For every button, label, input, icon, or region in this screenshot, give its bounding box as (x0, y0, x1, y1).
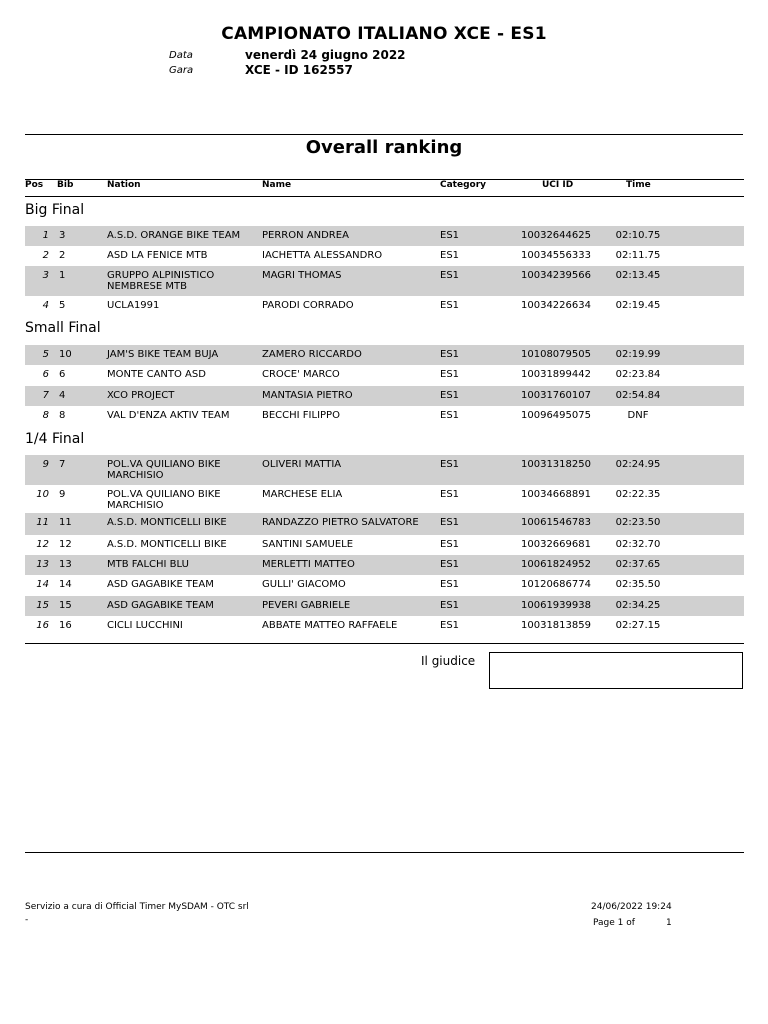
gara-label: Gara (169, 65, 194, 76)
cell-category: ES1 (440, 349, 460, 360)
cell-category: ES1 (440, 459, 460, 470)
cell-pos: 12 (36, 539, 49, 550)
cell-pos: 6 (42, 369, 49, 380)
cell-uci: 10034239566 (521, 270, 591, 281)
cell-nation: UCLA1991 (107, 300, 160, 311)
cell-bib: 1 (59, 270, 66, 281)
cell-name: SANTINI SAMUELE (262, 539, 354, 550)
cell-time: 02:23.50 (615, 517, 661, 528)
cell-uci: 10032669681 (521, 539, 591, 550)
table-row (25, 365, 744, 385)
cell-category: ES1 (440, 390, 460, 401)
cell-pos: 15 (36, 600, 49, 611)
cell-time: 02:37.65 (615, 559, 661, 570)
data-label: Data (169, 50, 193, 61)
cell-uci: 10061546783 (521, 517, 591, 528)
cell-bib: 7 (59, 459, 66, 470)
cell-nation: ASD GAGABIKE TEAM (107, 600, 214, 611)
cell-pos: 8 (42, 410, 49, 421)
table-row (25, 485, 744, 513)
cell-time: 02:23.84 (615, 369, 661, 380)
cell-pos: 10 (36, 489, 49, 500)
footer-rule (25, 852, 744, 853)
cell-pos: 2 (42, 250, 49, 261)
cell-category: ES1 (440, 230, 460, 241)
cell-bib: 2 (59, 250, 66, 261)
cell-bib: 9 (59, 489, 66, 500)
cell-pos: 13 (36, 559, 49, 570)
cell-time: 02:19.45 (615, 300, 661, 311)
table-row (25, 596, 744, 616)
cell-bib: 10 (59, 349, 72, 360)
table-row (25, 555, 744, 575)
footer-datetime: 24/06/2022 19:24 (591, 902, 672, 912)
table-row (25, 513, 744, 535)
cell-bib: 8 (59, 410, 66, 421)
document-title: CAMPIONATO ITALIANO XCE - ES1 (221, 24, 547, 44)
table-end-rule (25, 643, 744, 644)
cell-nation: ASD GAGABIKE TEAM (107, 579, 214, 590)
column-header-name: Name (262, 180, 292, 190)
cell-pos: 5 (42, 349, 49, 360)
cell-pos: 3 (42, 270, 49, 281)
cell-name: MARCHESE ELIA (262, 489, 343, 500)
cell-nation: MTB FALCHI BLU (107, 559, 189, 570)
table-row (25, 406, 744, 426)
section-title: Small Final (25, 320, 101, 336)
table-row (25, 246, 744, 266)
table-row (25, 226, 744, 246)
cell-uci: 10034556333 (521, 250, 591, 261)
cell-name: MANTASIA PIETRO (262, 390, 353, 401)
cell-category: ES1 (440, 369, 460, 380)
cell-nation: ASD LA FENICE MTB (107, 250, 208, 261)
table-row (25, 266, 744, 296)
cell-name: ZAMERO RICCARDO (262, 349, 362, 360)
cell-pos: 16 (36, 620, 49, 631)
cell-nation: POL.VA QUILIANO BIKE MARCHISIO (107, 459, 221, 481)
cell-category: ES1 (440, 270, 460, 281)
cell-name: MERLETTI MATTEO (262, 559, 355, 570)
cell-name: ABBATE MATTEO RAFFAELE (262, 620, 398, 631)
cell-uci: 10031318250 (521, 459, 591, 470)
cell-category: ES1 (440, 539, 460, 550)
cell-category: ES1 (440, 250, 460, 261)
table-row (25, 455, 744, 485)
cell-uci: 10061939938 (521, 600, 591, 611)
cell-category: ES1 (440, 579, 460, 590)
cell-time: 02:27.15 (615, 620, 661, 631)
table-row (25, 575, 744, 596)
cell-time: 02:34.25 (615, 600, 661, 611)
judge-label: Il giudice (421, 654, 476, 668)
cell-nation: XCO PROJECT (107, 390, 175, 401)
cell-time: 02:10.75 (615, 230, 661, 241)
cell-bib: 3 (59, 230, 66, 241)
column-header-nation: Nation (107, 180, 141, 190)
cell-category: ES1 (440, 620, 460, 631)
cell-uci: 10031899442 (521, 369, 591, 380)
cell-time: 02:54.84 (615, 390, 661, 401)
judge-signature-box (489, 652, 743, 689)
cell-pos: 14 (36, 579, 49, 590)
column-header-uci-id: UCI ID (542, 180, 574, 190)
section-title: 1/4 Final (25, 431, 85, 447)
cell-pos: 11 (36, 517, 49, 528)
cell-bib: 15 (59, 600, 72, 611)
cell-pos: 1 (42, 230, 49, 241)
cell-nation: A.S.D. ORANGE BIKE TEAM (107, 230, 241, 241)
cell-time: 02:24.95 (615, 459, 661, 470)
cell-time: 02:11.75 (615, 250, 661, 261)
cell-name: PARODI CORRADO (262, 300, 354, 311)
cell-pos: 9 (42, 459, 49, 470)
cell-bib: 6 (59, 369, 66, 380)
cell-time: 02:22.35 (615, 489, 661, 500)
cell-pos: 7 (42, 390, 49, 401)
gara-value: XCE - ID 162557 (245, 63, 353, 77)
cell-bib: 12 (59, 539, 72, 550)
cell-nation: A.S.D. MONTICELLI BIKE (107, 539, 227, 550)
cell-nation: A.S.D. MONTICELLI BIKE (107, 517, 227, 528)
cell-name: MAGRI THOMAS (262, 270, 342, 281)
cell-uci: 10061824952 (521, 559, 591, 570)
table-row (25, 616, 744, 637)
cell-time: DNF (627, 410, 649, 421)
cell-nation: GRUPPO ALPINISTICO NEMBRESE MTB (107, 270, 215, 292)
cell-name: PEVERI GABRIELE (262, 600, 351, 611)
divider (25, 134, 743, 135)
cell-bib: 14 (59, 579, 72, 590)
data-value: venerdì 24 giugno 2022 (245, 48, 406, 62)
cell-nation: POL.VA QUILIANO BIKE MARCHISIO (107, 489, 221, 511)
column-header-category: Category (440, 180, 487, 190)
cell-time: 02:19.99 (615, 349, 661, 360)
table-row (25, 535, 744, 555)
cell-uci: 10034668891 (521, 489, 591, 500)
cell-category: ES1 (440, 600, 460, 611)
footer-page-total: 1 (666, 918, 672, 928)
cell-nation: CICLI LUCCHINI (107, 620, 183, 631)
column-header-pos: Pos (25, 180, 44, 190)
cell-name: IACHETTA ALESSANDRO (262, 250, 383, 261)
cell-pos: 4 (42, 300, 49, 311)
column-header-time: Time (626, 180, 651, 190)
cell-bib: 16 (59, 620, 72, 631)
cell-bib: 13 (59, 559, 72, 570)
cell-uci: 10108079505 (521, 349, 591, 360)
cell-bib: 11 (59, 517, 72, 528)
cell-category: ES1 (440, 489, 460, 500)
cell-name: PERRON ANDREA (262, 230, 349, 241)
cell-uci: 10034226634 (521, 300, 591, 311)
column-header-bib: Bib (57, 180, 74, 190)
cell-bib: 4 (59, 390, 66, 401)
footer-page-label: Page 1 of (593, 918, 635, 928)
cell-nation: JAM'S BIKE TEAM BUJA (107, 349, 219, 360)
cell-nation: MONTE CANTO ASD (107, 369, 206, 380)
cell-name: BECCHI FILIPPO (262, 410, 340, 421)
cell-category: ES1 (440, 517, 460, 528)
cell-time: 02:32.70 (615, 539, 661, 550)
cell-time: 02:13.45 (615, 270, 661, 281)
section-title: Big Final (25, 202, 85, 218)
cell-name: OLIVERI MATTIA (262, 459, 342, 470)
cell-uci: 10031813859 (521, 620, 591, 631)
table-header-bottom-rule (25, 196, 744, 197)
cell-nation: VAL D'ENZA AKTIV TEAM (107, 410, 230, 421)
table-row (25, 296, 744, 316)
cell-name: RANDAZZO PIETRO SALVATORE (262, 517, 419, 528)
table-row (25, 345, 744, 365)
cell-time: 02:35.50 (615, 579, 661, 590)
cell-uci: 10120686774 (521, 579, 591, 590)
cell-bib: 5 (59, 300, 66, 311)
cell-name: CROCE' MARCO (262, 369, 340, 380)
cell-category: ES1 (440, 559, 460, 570)
cell-uci: 10031760107 (521, 390, 591, 401)
cell-category: ES1 (440, 410, 460, 421)
footer-dash: - (25, 915, 29, 925)
cell-category: ES1 (440, 300, 460, 311)
footer-service: Servizio a cura di Official Timer MySDAM - OTC srl (25, 902, 249, 912)
page-heading: Overall ranking (305, 137, 463, 158)
cell-name: GULLI' GIACOMO (262, 579, 346, 590)
cell-uci: 10096495075 (521, 410, 591, 421)
table-row (25, 386, 744, 406)
cell-uci: 10032644625 (521, 230, 591, 241)
